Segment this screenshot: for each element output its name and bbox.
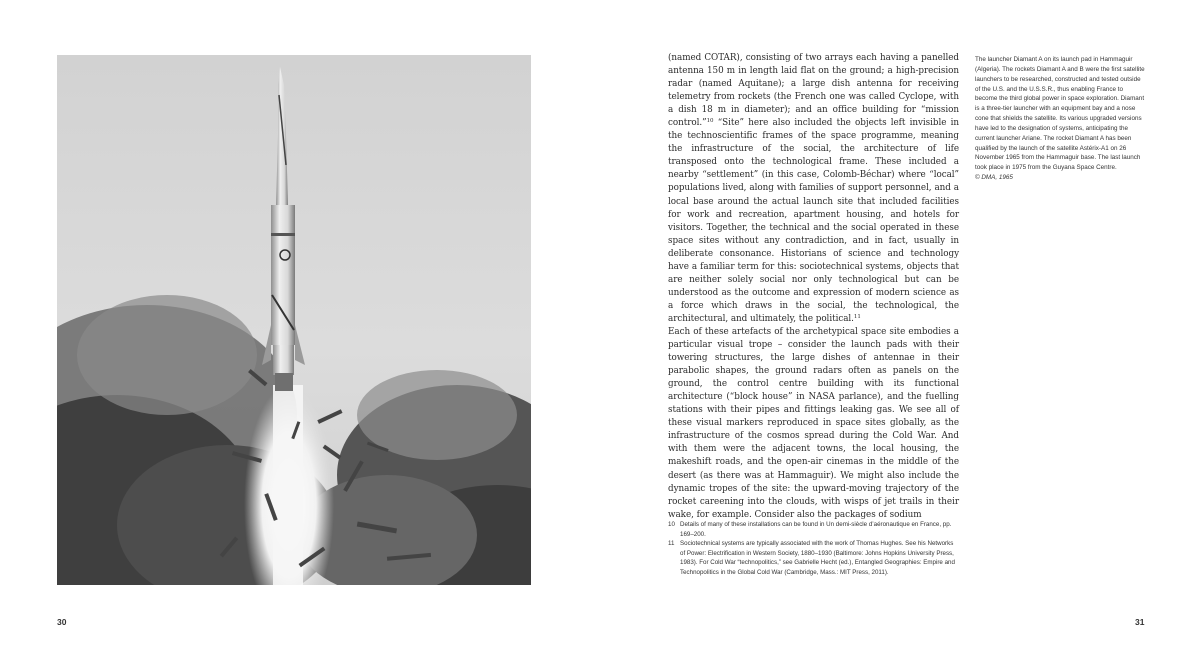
body-paragraph <box>668 52 959 326</box>
caption-text: The launcher Diamant A on its launch pad in Hammaguir (Algeria). The rockets Diamant A and B were the first satellite launchers to be researched, constructed and tested outside of the U.S. and the U.S.S.R., thus enabling France to become the third global power in space exploration. Diamant is a three-tier launcher with an equipment bay and a nose cone that shields the satellite. Its various upgraded versions have led to the designation of systems, anticipating the current launcher Ariane. The rocket Diamant A has been qualified by the launch of the satellite Astérix-A1 on 26 November 1965 from the Hammaguir base. The last launch took place in 1975 from the Guyana Space Centre. <box>975 56 1145 172</box>
footnote-text: Sociotechnical systems are typically associated with the work of Thomas Hughes. See his Networks of Power: Electrification in Western Society, 1880–1930 (Baltimore: Johns Hopkins University Press, 1983). For Cold War “technopolitics,” see Gabrielle Hecht (ed.), Entangled Geographies: Empire and Technopolitics in the Global Cold War (Cambridge, Mass.: MIT Press, 2011). <box>680 540 955 576</box>
rocket-launch-photo <box>57 55 531 585</box>
right-page <box>600 0 1200 657</box>
footnote-number: 11 <box>668 540 675 548</box>
photo-caption <box>975 55 1145 183</box>
footnote-text: Details of many of these installations can be found in Un demi-siècle d’aéronautique en France, pp. 169–200. <box>680 521 952 538</box>
footnote <box>668 539 959 577</box>
page-number-left: 30 <box>57 617 67 627</box>
paragraph-text: “Site” here also included the objects left invisible in the technoscientific frames of the space programme, meaning the infrastructure of the social, the architecture of life transposed onto the technological frame. These included a nearby “settlement” (in this case, Colomb-Béchar) where “local” populations lived, along with families of support personnel, and a local base around the actual launch site that included facilities for work and recreation, apartment housing, and hotels for visitors. Together, the technical and the social operated in these space sites without any contradiction, and in fact, usually in deliberate consonance. Historians of science and technology have a familiar term for this: sociotechnical systems, objects that are neither solely social nor only technological but can be understood as the outcome and expression of modern science as a force which draws in the social, the technological, the architectural, and ultimately, the political. <box>668 118 959 324</box>
photo-credit: © DMA, 1965 <box>975 174 1013 182</box>
footnote-marker: 10 <box>706 118 714 125</box>
main-body-text <box>668 52 959 522</box>
body-paragraph <box>668 326 959 522</box>
page-number-right: 31 <box>1135 617 1145 627</box>
footnotes <box>668 520 959 578</box>
paragraph-text: Each of these artefacts of the archetypical space site embodies a particular visual trope – consider the launch pads with their towering structures, the large dishes of antennae in their parabolic shapes, the ground radars often as panels on the ground, the control centre building with its functional architecture (“block house” in NASA parlance), and the fuelling stations with their pipes and fittings leaking gas. We see all of these visual markers reproduced in space sites globally, as the infrastructure of the cosmos spread during the Cold War. And with them were the adjacent towns, the local housing, the makeshift roads, and the open-air cinemas in the middle of the desert (as there was at Hammaguir). We might also include the dynamic tropes of the site: the upward-moving trajectory of the rocket careening into the clouds, with wisps of jet trails in their wake, for example. Consider also the packages of sodium <box>668 326 959 520</box>
footnote <box>668 520 959 539</box>
paragraph-text: (named COTAR), consisting of two arrays each having a panelled antenna 150 m in length laid flat on the ground; a high-precision radar (named Aquitane); a large dish antenna for receiving telemetry from rockets (the French one was called Cyclope, with a dish 18 m in diameter); and an office building for “mission control.” <box>668 53 959 129</box>
footnote-marker: 11 <box>853 313 861 320</box>
footnote-number: 10 <box>668 521 675 528</box>
